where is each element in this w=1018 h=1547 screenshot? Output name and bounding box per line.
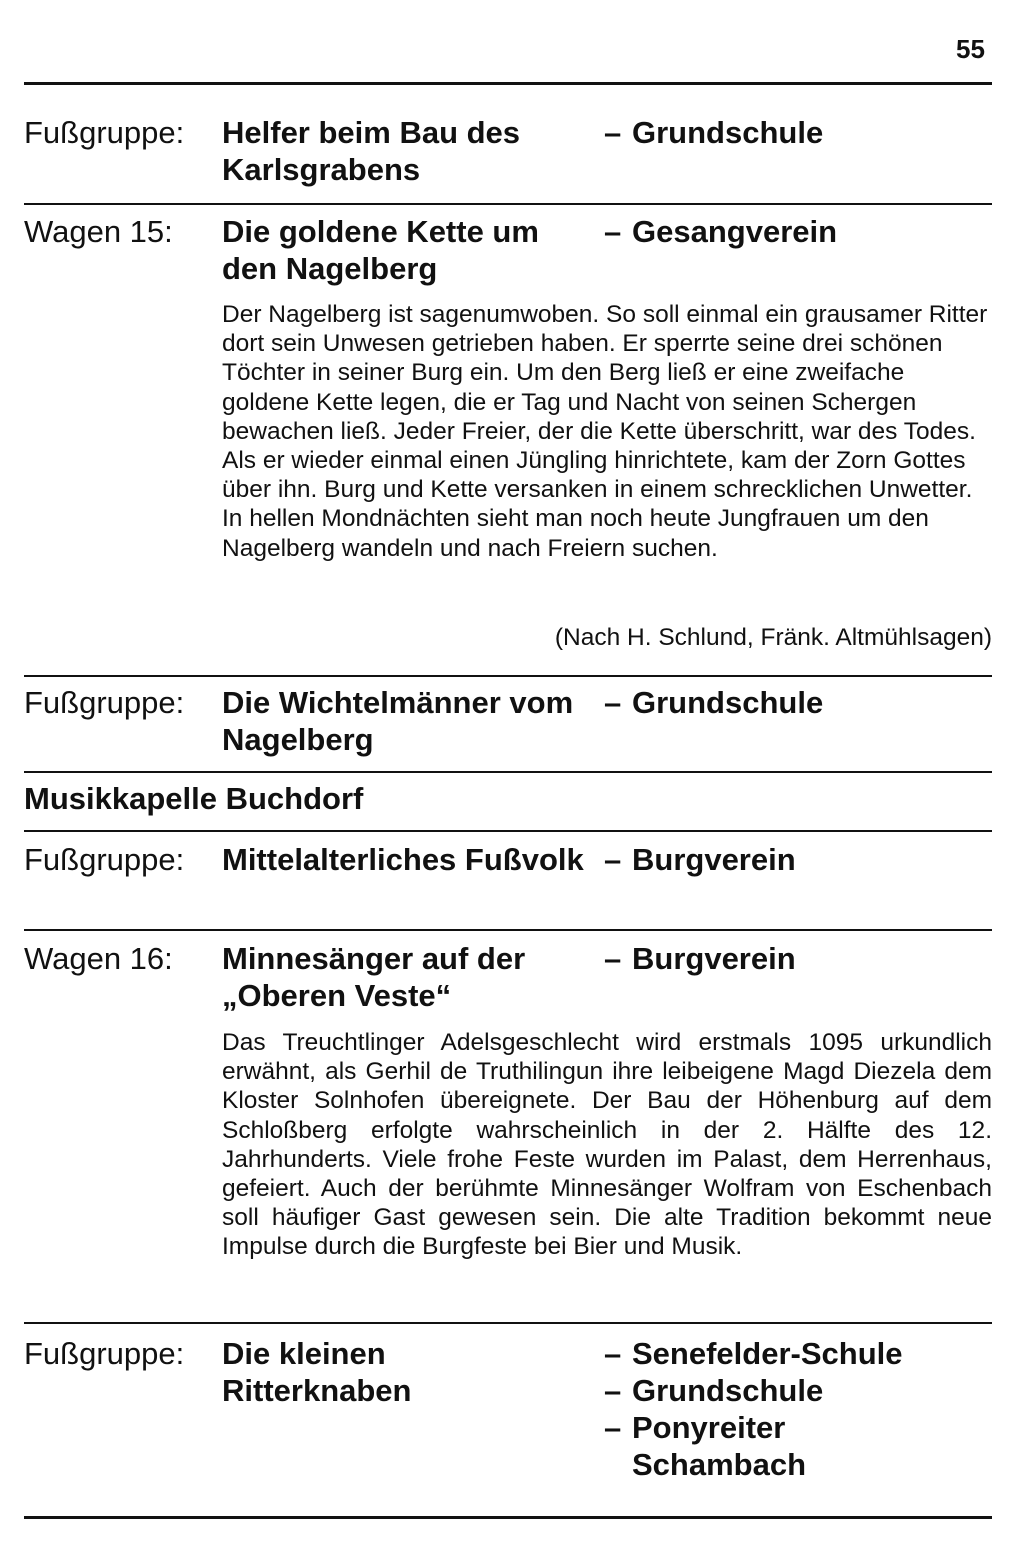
entry-organization: – Burgverein (604, 941, 796, 976)
entry-label: Fußgruppe: (24, 842, 185, 877)
entry-label: Wagen 16: (24, 941, 173, 976)
entry-title: Die kleinen Ritterknaben (222, 1336, 412, 1408)
entry-label: Wagen 15: (24, 214, 173, 249)
entry-description: Der Nagelberg ist sagenumwoben. So soll einmal ein grausamer Ritter dort sein Unwesen getrieben haben. Er sperrte seine drei schönen Töchter in seiner Burg ein. Um den Berg ließ er eine zweifache goldene Kette legen, die er Tag und Nacht von seinen Schergen bewachen ließ. Jeder Freier, der die Kette überschritt, war des Todes. Als er wieder einmal einen Jüngling hinrichtete, kam der Zorn Gottes über ihn. Burg und Kette versanken in einem schrecklichen Unwetter. In hellen Mondnächten sieht man noch heute Jungfrauen um den Nagelberg wandeln und nach Freiern suchen. (222, 301, 988, 562)
entry-description: Das Treuchtlinger Adelsgeschlecht wird erstmals 1095 urkundlich erwähnt, als Gerhil de Truthilingun ihre leibeigene Magd Diezela dem Kloster Solnhofen übereignete. Der Bau der Höhenburg auf dem Schloßberg erfolgte wahrscheinlich in der 2. Hälfte des 12. Jahrhunderts. Viele frohe Feste wurden im Palast, dem Herrenhaus, gefeiert. Auch der berühmte Minnesänger Wolfram von Eschenbach soll häufiger Gast gewesen sein. Die alte Tradition bekommt neue Impulse durch die Burgfeste bei Bier und Musik. (222, 1029, 992, 1261)
entry-organization: – Grundschule (604, 685, 824, 720)
entry-organization: – Burgverein (604, 842, 796, 877)
entry-title: Helfer beim Bau des Karlsgrabens (222, 115, 521, 187)
entry-title: Mittelalterliches Fußvolk (222, 842, 584, 877)
divider (24, 771, 992, 773)
entry-title: Die goldene Kette um den Nagelberg (222, 214, 539, 286)
entry-organization: – Grundschule (604, 115, 824, 150)
entry-source: (Nach H. Schlund, Fränk. Altmühlsagen) (554, 624, 992, 651)
divider (24, 203, 992, 205)
entry-label: Fußgruppe: (24, 115, 185, 150)
entry-title: Minnesänger auf der „Oberen Veste“ (222, 941, 526, 1013)
entry-organization: – Senefelder-Schule – Grundschule – Ponyreiter Schambach (604, 1336, 903, 1482)
divider (24, 675, 992, 677)
page-number: 55 (956, 34, 985, 64)
divider (24, 830, 992, 832)
top-rule (24, 82, 992, 85)
entry-label: Fußgruppe: (24, 685, 185, 720)
entry-heading: Musikkapelle Buchdorf (24, 781, 364, 816)
bottom-rule (24, 1516, 992, 1519)
entry-title: Die Wichtelmänner vom Nagelberg (222, 685, 574, 757)
divider (24, 929, 992, 931)
entry-organization: – Gesangverein (604, 214, 838, 249)
divider (24, 1322, 992, 1324)
entry-label: Fußgruppe: (24, 1336, 185, 1371)
